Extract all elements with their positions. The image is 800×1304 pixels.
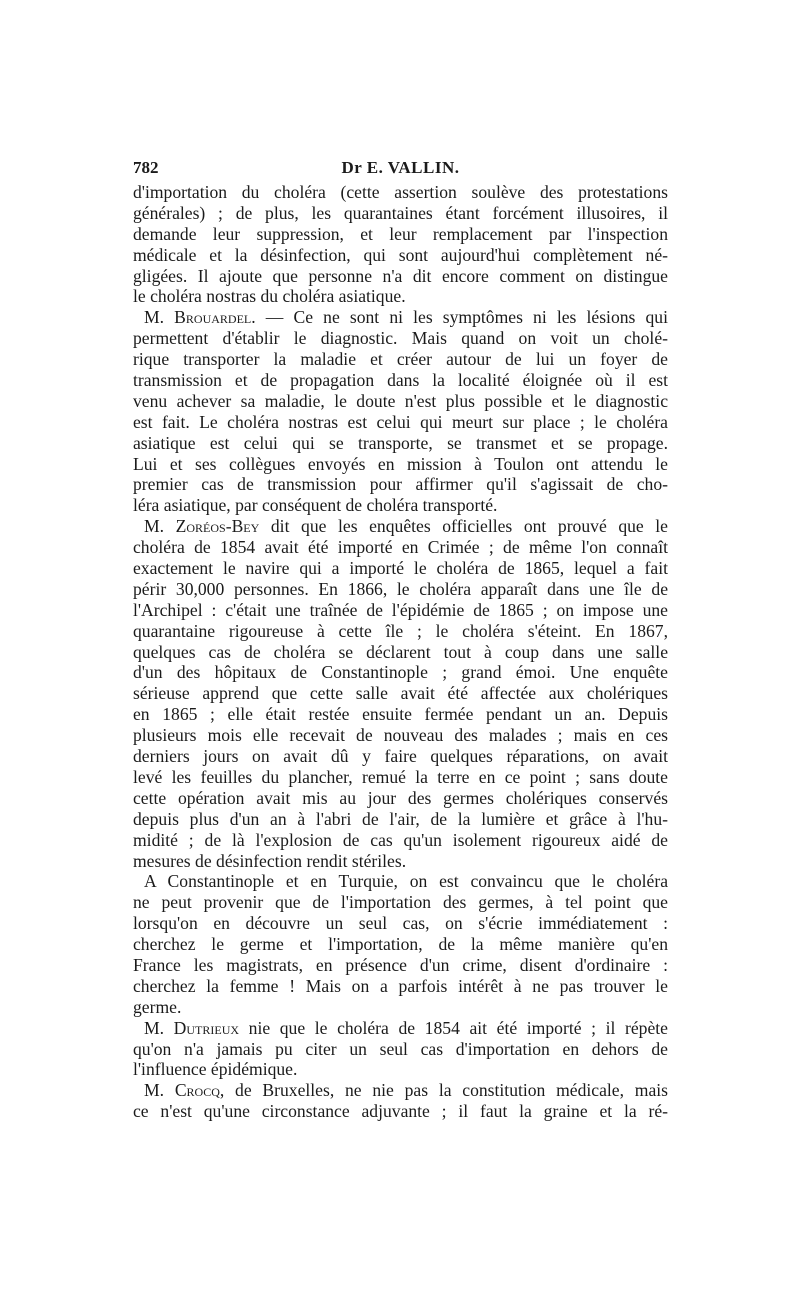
- text-segment: midité ; de là l'explosion de cas qu'un isolement rigoureux aidé de: [133, 829, 668, 850]
- text-segment: France les magistrats, en présence d'un crime, disent d'ordinaire :: [133, 954, 668, 975]
- text-segment: ne peut provenir que de l'importation des germes, à tel point que: [133, 892, 668, 913]
- text-segment: depuis plus d'un an à l'abri de l'air, de la lumière et grâce à l'hu-: [133, 808, 668, 829]
- text-line: [133, 871, 668, 892]
- text-segment: l'influence épidémique.: [133, 1059, 298, 1080]
- text-segment: A Constantinople et en Turquie, on est convaincu que le choléra: [144, 871, 668, 892]
- text-line: [133, 913, 668, 934]
- text-line: [133, 746, 668, 767]
- text-line: [133, 997, 668, 1018]
- text-line: [133, 516, 668, 537]
- text-line: [133, 934, 668, 955]
- text-segment: est fait. Le choléra nostras est celui qui meurt sur place ; le choléra: [133, 411, 668, 432]
- text-line: [133, 412, 668, 433]
- text-line: [133, 495, 668, 516]
- text-segment: cette opération avait mis au jour des germes cholériques conservés: [133, 787, 668, 808]
- text-line: [133, 955, 668, 976]
- text-segment: venu achever sa maladie, le doute n'est plus possible et le diagnostic: [133, 390, 668, 411]
- text-segment: M.: [144, 307, 175, 328]
- text-line: [133, 266, 668, 287]
- text-line: [133, 725, 668, 746]
- text-segment: gligées. Il ajoute que personne n'a dit encore comment on distingue: [133, 265, 668, 286]
- text-line: [133, 892, 668, 913]
- text-line: [133, 203, 668, 224]
- text-line: [133, 537, 668, 558]
- text-segment: quarantaine rigoureuse à cette île ; le choléra s'éteint. En 1867,: [133, 620, 668, 641]
- text-segment: en 1865 ; elle était restée ensuite fermée pendant un an. Depuis: [133, 704, 668, 725]
- running-head: Dr E. VALLIN.: [341, 158, 460, 177]
- text-segment: premier cas de transmission pour affirmer qu'il s'agissait de cho-: [133, 474, 668, 495]
- text-line: [133, 391, 668, 412]
- text-line: [133, 1080, 668, 1101]
- text-segment: M.: [144, 1080, 175, 1101]
- text-segment: dit que les enquêtes officielles ont prouvé que le: [259, 516, 668, 537]
- speaker-name: Dutrieux: [173, 1017, 240, 1038]
- text-segment: d'un des hôpitaux de Constantinople ; grand émoi. Une enquête: [133, 662, 668, 683]
- text-line: [133, 307, 668, 328]
- text-line: [133, 182, 668, 203]
- text-segment: l'Archipel : c'était une traînée de l'épidémie de 1865 ; on impose une: [133, 599, 668, 620]
- text-segment: cherchez la femme ! Mais on a parfois intérêt à ne pas trouver le: [133, 975, 668, 996]
- text-line: [133, 809, 668, 830]
- text-segment: d'importation du choléra (cette assertion soulève des protestations: [133, 182, 668, 202]
- text-line: [133, 642, 668, 663]
- text-line: [133, 683, 668, 704]
- text-line: [133, 328, 668, 349]
- text-segment: derniers jours on avait dû y faire quelques réparations, on avait: [133, 746, 668, 767]
- text-segment: Lui et ses collègues envoyés en mission à Toulon ont attendu le: [133, 453, 668, 474]
- text-segment: . — Ce ne sont ni les symptômes ni les lésions qui: [251, 307, 668, 328]
- text-segment: germe.: [133, 996, 182, 1017]
- text-line: [133, 286, 668, 307]
- text-segment: ce n'est qu'une circonstance adjuvante ; il faut la graine et la ré-: [133, 1101, 668, 1122]
- text-segment: périr 30,000 personnes. En 1866, le choléra apparaît dans une île de: [133, 578, 668, 599]
- text-segment: quelques cas de choléra se déclarent tout à coup dans une salle: [133, 641, 668, 662]
- text-segment: transmission et de propagation dans la localité éloignée où il est: [133, 370, 668, 391]
- text-line: [133, 558, 668, 579]
- text-line: [133, 704, 668, 725]
- text-line: [133, 788, 668, 809]
- text-segment: médicale et la désinfection, qui sont aujourd'hui complètement né-: [133, 244, 668, 265]
- text-line: [133, 1101, 668, 1122]
- text-segment: mesures de désinfection rendit stériles.: [133, 850, 407, 871]
- text-line: [133, 454, 668, 475]
- text-segment: lorsqu'on en découvre un seul cas, on s'écrie immédiatement :: [133, 913, 668, 934]
- text-line: [133, 1059, 668, 1080]
- text-segment: demande leur suppression, et leur remplacement par l'inspection: [133, 223, 668, 244]
- text-line: [133, 621, 668, 642]
- text-segment: asiatique est celui qui se transporte, se transmet et se propage.: [133, 432, 668, 453]
- page-header: [133, 158, 668, 182]
- text-line: [133, 245, 668, 266]
- text-line: [133, 851, 668, 872]
- text-segment: générales) ; de plus, les quarantaines étant forcément illusoires, il: [133, 202, 668, 223]
- text-segment: rique transporter la maladie et créer autour de lui un foyer de: [133, 349, 668, 370]
- text-segment: M.: [144, 516, 176, 537]
- text-line: [133, 600, 668, 621]
- text-segment: plusieurs mois elle recevait de nouveau des malades ; mais en ces: [133, 725, 668, 746]
- text-segment: qu'on n'a jamais pu citer un seul cas d'importation en dehors de: [133, 1038, 668, 1059]
- text-line: [133, 1018, 668, 1039]
- text-segment: le choléra nostras du choléra asiatique.: [133, 286, 406, 307]
- text-line: [133, 370, 668, 391]
- text-segment: levé les feuilles du plancher, remué la terre en ce point ; sans doute: [133, 766, 668, 787]
- text-line: [133, 767, 668, 788]
- text-segment: M.: [144, 1017, 174, 1038]
- text-line: [133, 662, 668, 683]
- text-line: [133, 349, 668, 370]
- body-text: [133, 182, 668, 1122]
- speaker-name: Crocq: [174, 1080, 220, 1101]
- text-segment: permettent d'établir le diagnostic. Mais quand on voit un cholé-: [133, 328, 668, 349]
- text-line: [133, 1039, 668, 1060]
- text-line: [133, 976, 668, 997]
- text-segment: choléra de 1854 avait été importé en Crimée ; de même l'on connaît: [133, 537, 668, 558]
- text-line: [133, 474, 668, 495]
- text-segment: , de Bruxelles, ne nie pas la constitution médicale, mais: [219, 1080, 668, 1101]
- text-segment: sérieuse apprend que cette salle avait été affectée aux cholériques: [133, 683, 668, 704]
- text-line: [133, 579, 668, 600]
- text-segment: cherchez le germe et l'importation, de la même manière qu'en: [133, 934, 668, 955]
- text-segment: léra asiatique, par conséquent de choléra transporté.: [133, 495, 498, 516]
- text-line: [133, 433, 668, 454]
- text-line: [133, 224, 668, 245]
- page-number: 782: [133, 158, 159, 177]
- text-segment: exactement le navire qui a importé le choléra de 1865, lequel a fait: [133, 558, 668, 579]
- speaker-name: Brouardel: [174, 307, 252, 328]
- speaker-name: Zoréos-Bey: [175, 516, 260, 537]
- text-segment: nie que le choléra de 1854 ait été importé ; il répète: [239, 1017, 668, 1038]
- text-line: [133, 830, 668, 851]
